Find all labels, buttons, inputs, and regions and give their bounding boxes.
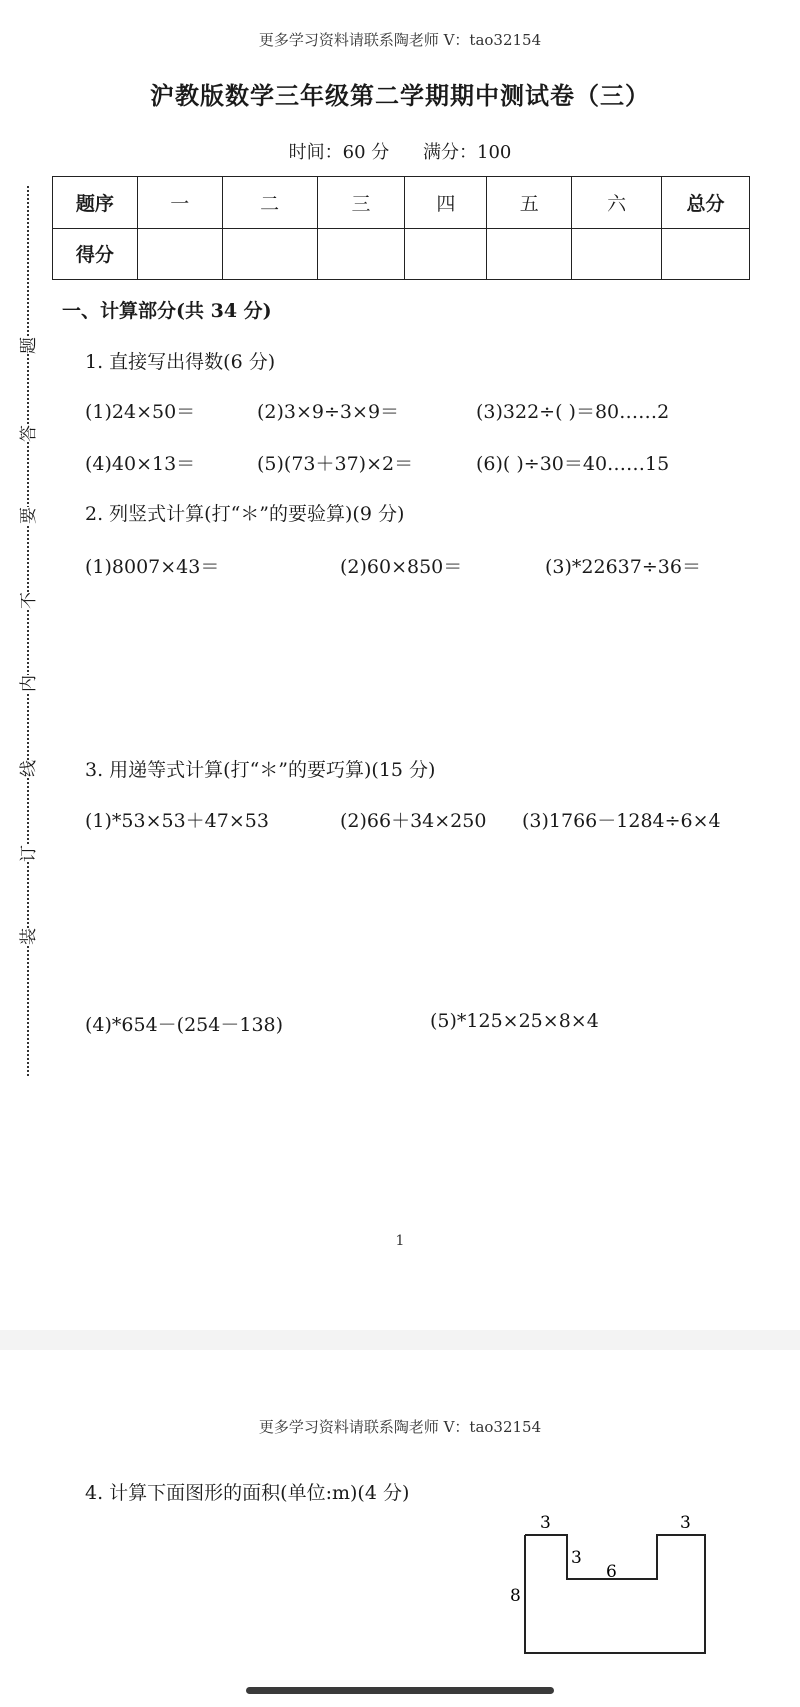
margin-char: 题 [19, 337, 39, 354]
score-table-header-cell: 二 [222, 177, 317, 229]
score-cell[interactable] [572, 228, 662, 280]
page-title: 沪教版数学三年级第二学期期中测试卷（三） [150, 81, 650, 110]
question-item: (3)322÷( )＝80……2 [476, 401, 670, 423]
page-separator [0, 1330, 800, 1350]
exam-full-score: 满分：100 [423, 142, 512, 163]
margin-char: 装 [19, 928, 39, 945]
header-note: 更多学习资料请联系陶老师 V：tao32154 [258, 1418, 542, 1436]
question-item: (2)66＋34×250 [340, 810, 487, 832]
question-item: (2)60×850＝ [340, 556, 463, 578]
home-indicator[interactable] [246, 1687, 554, 1694]
score-table [52, 176, 750, 280]
question-item: (1)24×50＝ [85, 401, 196, 423]
question-title: 1. 直接写出得数(6 分) [85, 351, 276, 373]
score-cell[interactable] [317, 228, 405, 280]
page-number: 1 [395, 1233, 405, 1249]
question-title: 4. 计算下面图形的面积(单位:m)(4 分) [85, 1482, 410, 1504]
score-table-header-cell: 四 [405, 177, 487, 229]
question-title: 3. 用递等式计算(打“＊”的要巧算)(15 分) [85, 759, 436, 781]
score-table-header-cell: 五 [487, 177, 572, 229]
section-title: 一、计算部分(共 34 分) [62, 300, 272, 322]
score-cell[interactable] [137, 228, 222, 280]
margin-char: 内 [19, 675, 39, 692]
score-cell[interactable] [222, 228, 317, 280]
figure-label-inner-bottom: 6 [606, 1562, 617, 1582]
score-table-header-cell: 六 [572, 177, 662, 229]
area-figure [505, 1505, 750, 1665]
score-cell[interactable] [405, 228, 487, 280]
question-item: (1)*53×53＋47×53 [85, 810, 269, 832]
score-table-header-cell: 三 [317, 177, 405, 229]
exam-meta [0, 138, 800, 164]
question-item: (4)*654－(254－138) [85, 1014, 284, 1036]
question-item: (3)*22637÷36＝ [545, 556, 701, 578]
area-figure-outline [525, 1535, 705, 1653]
header-note: 更多学习资料请联系陶老师 V：tao32154 [258, 31, 542, 49]
figure-label-top-right: 3 [680, 1513, 691, 1533]
question-item: (5)*125×25×8×4 [430, 1010, 599, 1032]
score-table-header-cell: 题序 [53, 177, 138, 229]
margin-char: 订 [19, 845, 39, 862]
figure-label-left-height: 8 [510, 1586, 521, 1606]
question-item: (1)8007×43＝ [85, 556, 220, 578]
question-item: (3)1766－1284÷6×4 [522, 810, 721, 832]
margin-char: 线 [19, 760, 39, 777]
question-item: (6)( )÷30＝40……15 [476, 453, 670, 475]
question-title: 2. 列竖式计算(打“＊”的要验算)(9 分) [85, 503, 405, 525]
margin-char: 要 [19, 507, 39, 524]
score-table-header-row [53, 177, 750, 229]
figure-label-inner-height: 3 [571, 1548, 582, 1568]
margin-char: 不 [19, 592, 39, 609]
score-cell[interactable] [662, 228, 750, 280]
score-cell[interactable] [487, 228, 572, 280]
question-item: (5)(73＋37)×2＝ [257, 453, 414, 475]
question-item: (2)3×9÷3×9＝ [257, 401, 400, 423]
score-table-score-row [53, 228, 750, 280]
score-row-label: 得分 [53, 228, 138, 280]
question-item: (4)40×13＝ [85, 453, 196, 475]
margin-char: 答 [19, 425, 39, 442]
exam-time: 时间：60 分 [288, 142, 390, 163]
figure-label-top-left: 3 [540, 1513, 551, 1533]
score-table-header-cell: 一 [137, 177, 222, 229]
score-table-header-cell: 总分 [662, 177, 750, 229]
